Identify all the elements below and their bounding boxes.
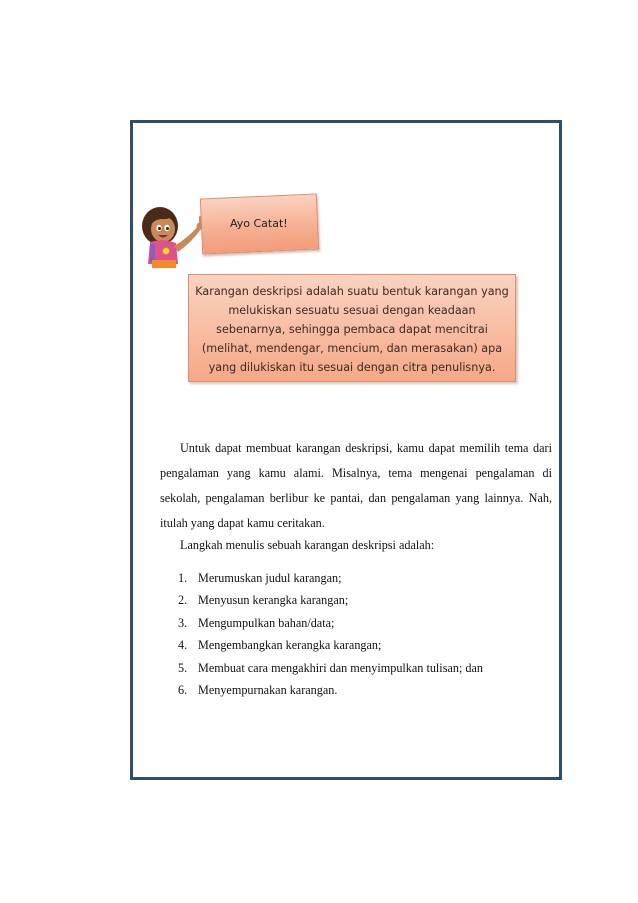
callout-title-box xyxy=(200,193,319,254)
list-item xyxy=(178,612,483,634)
step-text: Mengumpulkan bahan/data; xyxy=(198,615,335,630)
step-text: Menyusun kerangka karangan; xyxy=(198,593,349,608)
steps-intro: Langkah menulis sebuah karangan deskripsi adalah: xyxy=(180,538,435,552)
step-number: 6. xyxy=(178,682,188,697)
step-text: Menyempurnakan karangan. xyxy=(198,682,338,697)
step-text: Mengembangkan kerangka karangan; xyxy=(198,638,382,653)
list-item xyxy=(178,634,483,656)
callout-title: Ayo Catat! xyxy=(229,217,288,231)
definition-box: Karangan deskripsi adalah suatu bentuk karangan yang melukiskan sesuatu sesuai dengan keadaan sebenarnya, sehingga pembaca dapat mencitrai (melihat, mendengar, mencium, dan merasakan) apa yang dilukiskan itu sesuai dengan citra penulisnya. xyxy=(188,274,516,382)
step-number: 4. xyxy=(178,638,188,653)
list-item xyxy=(178,657,483,679)
list-item xyxy=(178,679,483,701)
list-item xyxy=(178,567,483,589)
list-item xyxy=(178,589,483,611)
cartoon-girl-pointing-icon xyxy=(136,202,208,268)
step-number: 2. xyxy=(178,593,188,608)
step-number: 5. xyxy=(178,660,188,675)
steps-list xyxy=(178,567,483,701)
step-number: 1. xyxy=(178,571,188,585)
body-paragraph-text: Untuk dapat membuat karangan deskripsi, kamu dapat memilih tema dari pengalaman yang kamu alami. Misalnya, tema mengenai pengalaman di sekolah, pengalaman berlibur ke pantai, dan pengalaman yang lainnya. Nah, itulah yang dapat kamu ceritakan. xyxy=(160,441,552,530)
body-paragraph xyxy=(160,436,552,536)
step-text: Merumuskan judul karangan; xyxy=(198,571,342,585)
step-text: Membuat cara mengakhiri dan menyimpulkan tulisan; dan xyxy=(198,660,483,675)
step-number: 3. xyxy=(178,615,188,630)
